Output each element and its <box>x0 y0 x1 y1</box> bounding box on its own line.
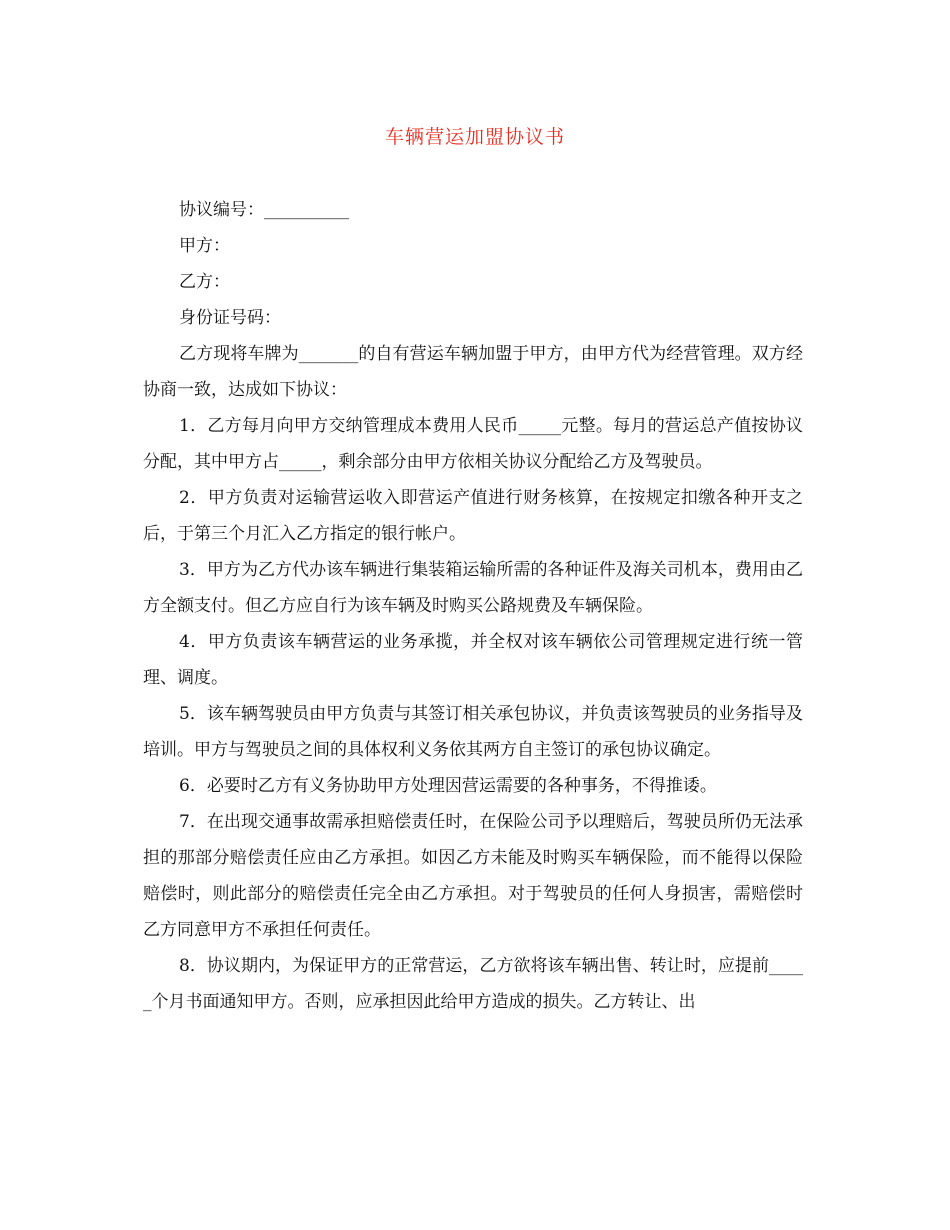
clause-6: 6．必要时乙方有义务协助甲方处理因营运需要的各种事务，不得推诿。 <box>179 776 717 796</box>
clause-2: 2．甲方负责对运输营运收入即营运产值进行财务核算，在按规定扣缴各种开支之后，于第三个月汇入乙方指定的银行帐户。 <box>143 488 803 544</box>
clause-8: 8．协议期内，为保证甲方的正常营运，乙方欲将该车辆出售、转让时，应提前_____个月书面通知甲方。否则，应承担因此给甲方造成的损失。乙方转让、出 <box>143 956 803 1012</box>
clause-5: 5．该车辆驾驶员由甲方负责与其签订相关承包协议，并负责该驾驶员的业务指导及培训。甲方与驾驶员之间的具体权利义务依其两方自主签订的承包协议确定。 <box>143 704 803 760</box>
party-b-field: 乙方： <box>179 272 230 292</box>
id-number-field: 身份证号码： <box>179 308 281 328</box>
agreement-number-field: 协议编号：__________ <box>179 200 349 220</box>
intro-paragraph: 乙方现将车牌为_______的自有营运车辆加盟于甲方，由甲方代为经营管理。双方经协商一致，达成如下协议： <box>143 344 803 400</box>
party-a-field: 甲方： <box>179 236 230 256</box>
clause-1: 1．乙方每月向甲方交纳管理成本费用人民币_____元整。每月的营运总产值按协议分配，其中甲方占_____，剩余部分由甲方依相关协议分配给乙方及驾驶员。 <box>143 416 803 472</box>
clause-4: 4．甲方负责该车辆营运的业务承揽，并全权对该车辆依公司管理规定进行统一管理、调度。 <box>143 632 803 688</box>
clause-7: 7．在出现交通事故需承担赔偿责任时，在保险公司予以理赔后，驾驶员所仍无法承担的那部分赔偿责任应由乙方承担。如因乙方未能及时购买车辆保险，而不能得以保险赔偿时，则此部分的赔偿责任完全由乙方承担。对于驾驶员的任何人身损害，需赔偿时乙方同意甲方不承担任何责任。 <box>143 812 803 940</box>
document-body <box>143 192 803 1020</box>
document-title: 车辆营运加盟协议书 <box>384 126 565 148</box>
clause-3: 3．甲方为乙方代办该车辆进行集装箱运输所需的各种证件及海关司机本，费用由乙方全额支付。但乙方应自行为该车辆及时购买公路规费及车辆保险。 <box>143 560 803 616</box>
